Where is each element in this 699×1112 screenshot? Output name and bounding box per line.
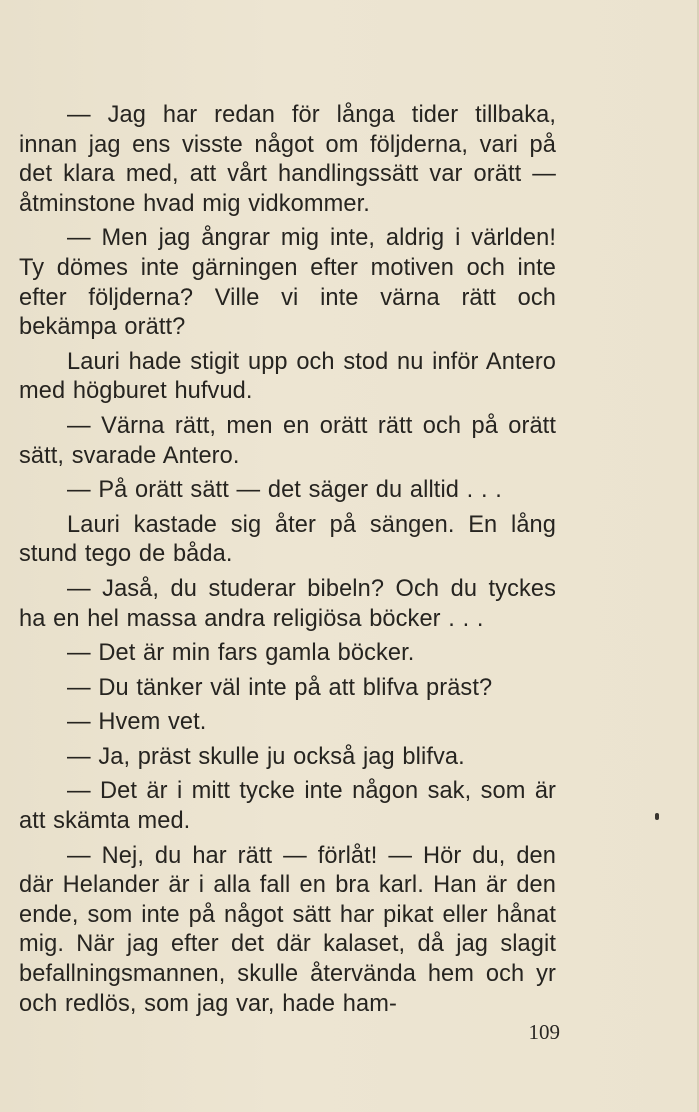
paragraph-11: — Ja, präst skulle ju också jag blifva. [67,743,465,770]
paragraph-9: — Du tänker väl inte på att blifva präst? [67,674,493,701]
paragraph-10: — Hvem vet. [67,709,207,736]
paragraph-12: — Det är i mitt tycke inte någon sak, som är att skämta med. [19,778,556,835]
paragraph-2: — Men jag ångrar mig inte, aldrig i världen! Ty dömes inte gärningen efter motiven och inte efter följderna? Ville vi inte värna rätt och bekämpa orätt? [19,225,556,341]
paragraph-3: Lauri hade stigit upp och stod nu inför Antero med högburet hufvud. [19,348,556,405]
paragraph-4: — Värna rätt, men en orätt rätt och på orätt sätt, svarade Antero. [19,412,556,469]
paragraph-13: — Nej, du har rätt — förlåt! — Hör du, den där Helander är i alla fall en bra karl. Han är den ende, som inte på något sätt har pikat eller hånat mig. När jag efter det där kalaset, då jag slagit befallningsmannen, skulle återvända hem och yr och redlös, som jag var, hade ham- [19,842,556,1017]
paragraph-1: — Jag har redan för långa tider tillbaka, innan jag ens visste något om följderna, vari på det klara med, att vårt handlingssätt var orätt — åtminstone hvad mig vidkommer. [19,102,556,217]
paragraph-8: — Det är min fars gamla böcker. [67,640,415,667]
body-text [19,101,556,1019]
ink-speck [655,813,659,820]
page-number: 109 [528,1020,560,1044]
paragraph-6: Lauri kastade sig åter på sängen. En lång stund tego de båda. [19,511,556,568]
paragraph-5: — På orätt sätt — det säger du alltid . . . [67,477,502,504]
paragraph-7: — Jaså, du studerar bibeln? Och du tyckes ha en hel massa andra religiösa böcker . . . [19,575,556,632]
